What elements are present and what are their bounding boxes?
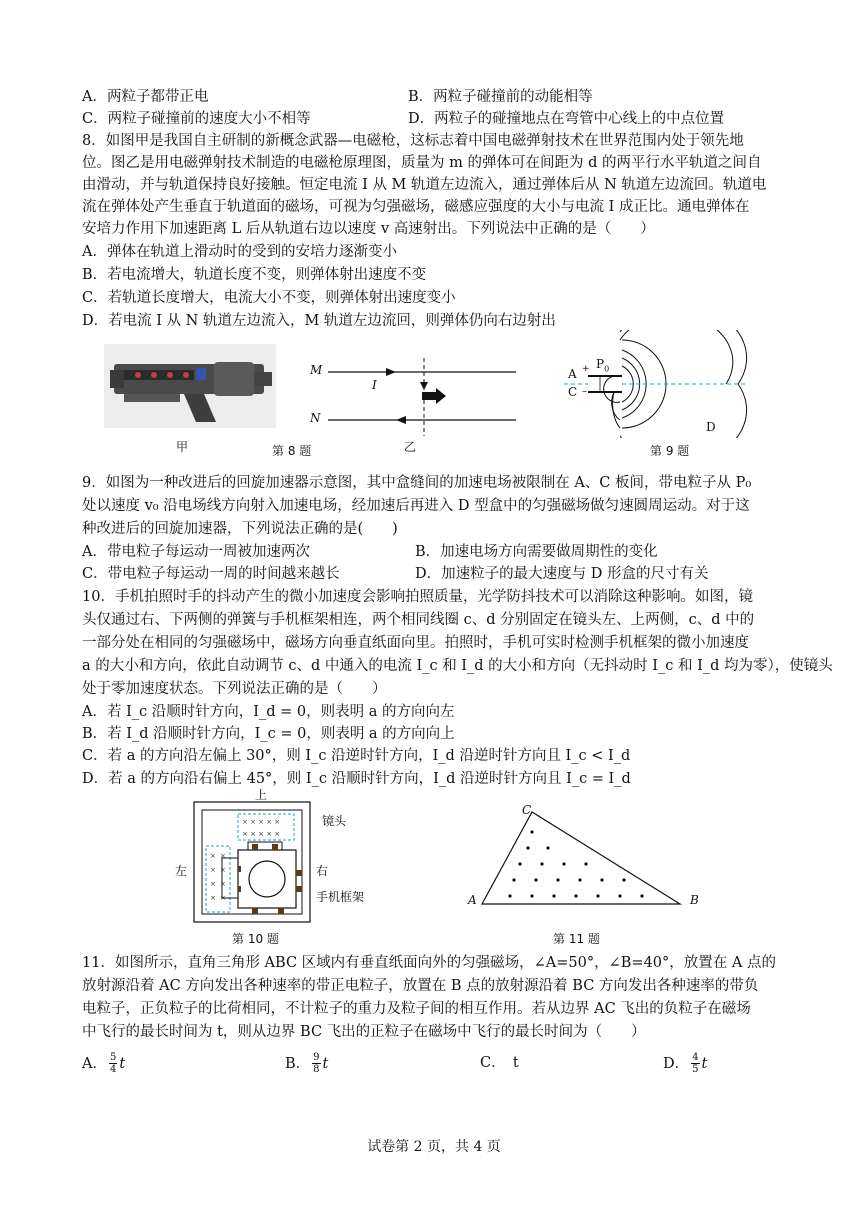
q10-stem-line: 头仅通过右、下两侧的弹簧与手机框架相连，两个相同线圈 c、d 分别固定在镜头左、上两侧，c、d 中的 (82, 612, 755, 628)
fig10-label-up: 上 (255, 788, 268, 802)
q8-option-d: D．若电流 I 从 N 轨道左边流入，M 轨道左边流回，则弹体仍向右边射出 (82, 313, 556, 329)
fig8-gun-photo (104, 344, 276, 428)
fig8-label-jia: 甲 (176, 440, 189, 454)
fig9-label-a: A (568, 367, 577, 381)
fig9-cyclotron-diagram (560, 330, 750, 438)
q8-option-a: A．弹体在轨道上滑动时的受到的安培力逐渐变小 (82, 244, 397, 260)
q10-option-c: C．若 a 的方向沿左偏上 30°，则 I_c 沿逆时针方向，I_d 沿逆时针方向且 I_c < I_d (82, 748, 631, 764)
svg-text:×: × (220, 894, 226, 902)
q9-stem-line: 9．如图为一种改进后的回旋加速器示意图，其中盒缝间的加速电场被限制在 A、C 板间，带电粒子从 P₀ (82, 475, 752, 491)
q11-option-b: B． 9 8 t (285, 1052, 329, 1075)
fig9-label-minus: – (582, 386, 587, 397)
fig9-label-c: C (568, 385, 578, 399)
q10-option-b: B．若 I_d 沿顺时针方向，I_c = 0，则表明 a 的方向向上 (82, 726, 455, 742)
fig11-caption: 第 11 题 (553, 932, 600, 946)
q10-stem-line: a 的大小和方向，依此自动调节 c、d 中通入的电流 I_c 和 I_d 的大小和方向（无抖动时 I_c 和 I_d 均为零），使镜头 (82, 658, 833, 674)
q8-stem-line: 流在弹体处产生垂直于轨道面的磁场，可视为匀强磁场，磁感应强度的大小与电流 I 成正比。通电弹体在 (82, 199, 750, 215)
fig10-label-frame: 手机框架 (316, 890, 365, 904)
q7-option-c: C．两粒子碰撞前的速度大小不相等 (82, 111, 311, 127)
svg-text:× × × × ×: × × × × × (242, 830, 281, 838)
q9-option-d: D．加速粒子的最大速度与 D 形盒的尺寸有关 (415, 566, 709, 582)
fig9-label-plus: + (582, 364, 590, 374)
fig8-caption: 第 8 题 (272, 444, 312, 458)
q11-stem-line: 中飞行的最长时间为 t，则从边界 BC 飞出的正粒子在磁场中飞行的最长时间为（ ） (82, 1024, 646, 1040)
q8-option-c: C．若轨道长度增大，电流大小不变，则弹体射出速度变小 (82, 290, 456, 306)
q9-option-b: B．加速电场方向需要做周期性的变化 (415, 544, 658, 560)
svg-text:×: × (220, 852, 226, 860)
q8-stem-line: 由滑动，并与轨道保持良好接触。恒定电流 I 从 M 轨道左边流入，通过弹体后从 N 轨道左边流回。轨道电 (82, 177, 767, 193)
q10-stem-line: 处于零加速度状态。下列说法正确的是（ ） (82, 681, 387, 697)
q9-stem-line: 种改进后的回旋加速器，下列说法正确的是( ) (82, 521, 398, 537)
q7-option-d: D．两粒子的碰撞地点在弯管中心线上的中点位置 (408, 111, 725, 127)
q10-stem-line: 10．手机拍照时手的抖动产生的微小加速度会影响拍照质量，光学防抖技术可以消除这种影响。如图，镜 (82, 589, 753, 605)
fig9-label-d: D (706, 420, 716, 434)
q11-option-c: C． t (480, 1055, 519, 1071)
q10-option-a: A．若 I_c 沿顺时针方向，I_d = 0，则表明 a 的方向向左 (82, 704, 455, 720)
q7-option-a: A．两粒子都带正电 (82, 89, 209, 105)
q8-stem-line: 安培力作用下加速距离 L 后从轨道右边以速度 v 高速射出。下列说法中正确的是（ ） (82, 221, 655, 237)
fig8-label-i: I (372, 378, 377, 392)
q11-stem-line: 11．如图所示，直角三角形 ABC 区域内有垂直纸面向外的匀强磁场，∠A=50°，∠B=40°，放置在 A 点的 (82, 955, 776, 971)
svg-text:×: × (220, 866, 226, 874)
fig8-label-yi: 乙 (404, 440, 417, 454)
fig10-caption: 第 10 题 (232, 932, 279, 946)
fig10-label-right: 右 (316, 864, 329, 878)
svg-text:×: × (220, 880, 226, 888)
fig11-label-a: A (468, 893, 477, 907)
q8-stem-line: 8．如图甲是我国自主研制的新概念武器—电磁枪，这标志着中国电磁弹射技术在世界范围内处于领先地 (82, 133, 744, 149)
svg-text:×: × (210, 894, 216, 902)
fig9-caption: 第 9 题 (650, 444, 690, 458)
fig11-triangle-diagram (470, 800, 700, 912)
q10-stem-line: 一部分处在相同的匀强磁场中，磁场方向垂直纸面向里。拍照时，手机可实时检测手机框架的微小加速度 (82, 635, 749, 651)
q11-stem-line: 放射源沿着 AC 方向发出各种速率的带正电粒子，放置在 B 点的放射源沿着 BC 方向发出各种速率的带负 (82, 978, 759, 994)
q11-stem-line: 电粒子，正负粒子的比荷相同，不计粒子的重力及粒子间的相互作用。若从边界 AC 飞出的负粒子在磁场 (82, 1001, 751, 1017)
fig8-label-n: N (310, 411, 321, 425)
q9-stem-line: 处以速度 v₀ 沿电场线方向射入加速电场，经加速后再进入 D 型盒中的匀强磁场做匀速圆周运动。对于这 (82, 498, 750, 514)
q11-option-d: D． 4 5 t (663, 1052, 708, 1075)
fig11-label-c: C (522, 803, 532, 817)
q8-option-b: B．若电流增大，轨道长度不变，则弹体射出速度不变 (82, 267, 427, 283)
fig10-label-lens: 镜头 (322, 814, 347, 828)
q10-option-d: D．若 a 的方向沿右偏上 45°，则 I_c 沿顺时针方向，I_d 沿逆时针方向且 I_c = I_d (82, 771, 631, 787)
q9-option-c: C．带电粒子每运动一周的时间越来越长 (82, 566, 340, 582)
svg-text:×: × (210, 880, 216, 888)
q9-option-a: A．带电粒子每运动一周被加速两次 (82, 544, 310, 560)
q8-stem-line: 位。图乙是用电磁弹射技术制造的电磁枪原理图，质量为 m 的弹体可在间距为 d 的两平行水平轨道之间自 (82, 155, 762, 171)
svg-text:×: × (210, 866, 216, 874)
q7-option-b: B．两粒子碰撞前的动能相等 (408, 89, 593, 105)
fig9-label-p0: $P_0$ (596, 357, 610, 374)
fig10-label-left: 左 (175, 864, 188, 878)
page-footer: 试卷第 2 页，共 4 页 (367, 1139, 501, 1155)
fig8-rail-diagram (300, 350, 520, 446)
q11-option-a: A． 5 4 t (82, 1052, 126, 1075)
fig11-label-b: B (690, 893, 699, 907)
fig8-label-m: M (310, 363, 323, 377)
svg-text:× × × × ×: × × × × × (242, 818, 281, 826)
fig10-lens-diagram (192, 800, 312, 924)
svg-text:×: × (210, 852, 216, 860)
